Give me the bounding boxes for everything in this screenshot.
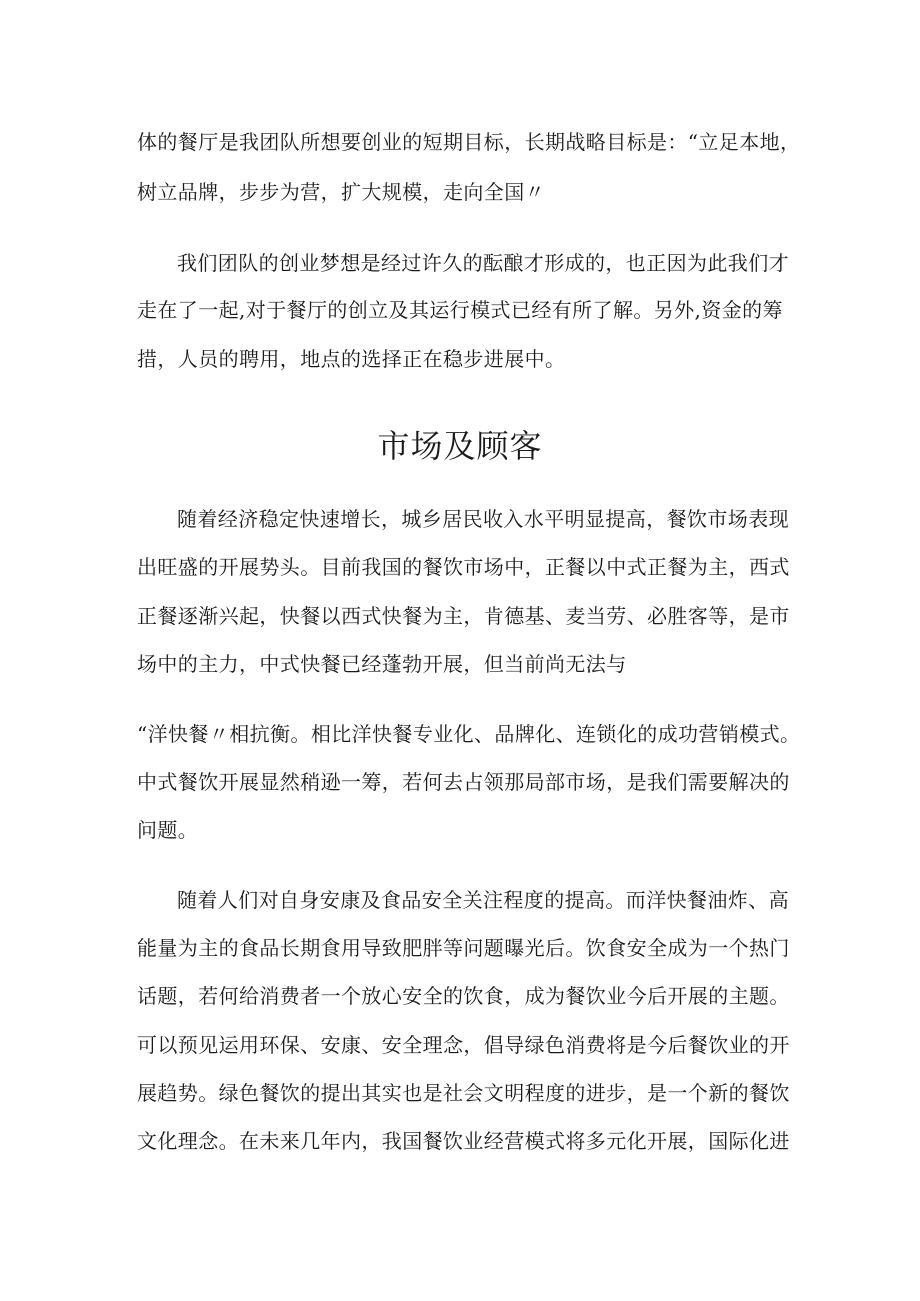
- text-line: 能量为主的食品长期食用导致肥胖等问题曝光后。饮食安全成为一个热门: [137, 936, 790, 960]
- text-line: 文化理念。在未来几年内，我国餐饮业经营模式将多元化开展，国际化进: [137, 1129, 790, 1153]
- text-line: 随着人们对自身安康及食品安全关注程度的提高。而洋快餐油炸、高: [177, 888, 789, 912]
- text-line: “洋快餐〃相抗衡。相比洋快餐专业化、品牌化、连锁化的成功营销模式。: [137, 722, 801, 746]
- text-line: 走在了一起,对于餐厅的创立及其运行模式已经有所了解。另外,资金的筹: [137, 298, 783, 322]
- text-line: 可以预见运用环保、安康、安全理念，倡导绿色消费将是今后餐饮业的开: [137, 1033, 790, 1057]
- text-line: 体的餐厅是我团队所想要创业的短期目标，长期战略目标是：“立足本地，: [137, 130, 801, 154]
- text-line: 出旺盛的开展势头。目前我国的餐饮市场中，正餐以中式正餐为主，西式: [137, 555, 790, 579]
- text-line: 话题，若何给消费者一个放心安全的饮食，成为餐饮业今后开展的主题。: [137, 984, 790, 1008]
- section-heading: 市场及顾客: [377, 427, 543, 465]
- text-line: 我们团队的创业梦想是经过许久的酝酿才形成的，也正因为此我们才: [177, 251, 789, 275]
- text-line: 措，人员的聘用，地点的选择正在稳步进展中。: [137, 347, 566, 371]
- text-line: 场中的主力，中式快餐已经蓬勃开展，但当前尚无法与: [137, 652, 627, 676]
- text-line: 展趋势。绿色餐饮的提出其实也是社会文明程度的进步，是一个新的餐饮: [137, 1081, 790, 1105]
- text-line: 正餐逐渐兴起，快餐以西式快餐为主，肯德基、麦当劳、必胜客等，是市: [137, 604, 790, 628]
- text-line: 树立品牌，步步为营，扩大规模，走向全国〃: [137, 180, 545, 204]
- text-line: 中式餐饮开展显然稍逊一筹，若何去占领那局部市场，是我们需要解决的: [137, 770, 790, 794]
- text-line: 随着经济稳定快速增长，城乡居民收入水平明显提高，餐饮市场表现: [177, 507, 789, 531]
- text-line: 问题。: [137, 818, 199, 842]
